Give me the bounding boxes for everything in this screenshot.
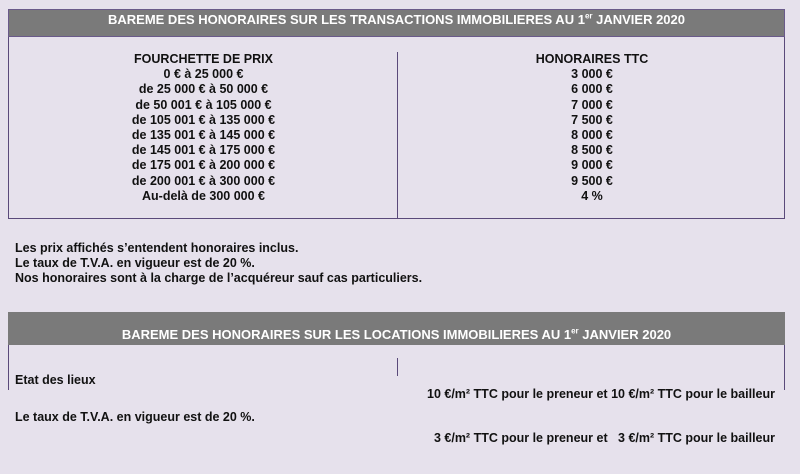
- sales-notes: [15, 241, 422, 287]
- price-range-cell: 0 € à 25 000 €: [163, 67, 244, 82]
- fee-cell: 9 000 €: [571, 158, 613, 173]
- price-range-cell: de 105 001 € à 135 000 €: [131, 112, 276, 127]
- fee-cell: 9 500 €: [571, 173, 613, 188]
- note-line: Le taux de T.V.A. en vigueur est de 20 %.: [15, 256, 255, 271]
- fee-cell: 7 500 €: [571, 112, 613, 127]
- inventory-fee-line: 10 €/m² TTC pour le preneur et 10 €/m² TTC pour le bailleur: [427, 387, 775, 401]
- price-range-cell: Au-delà de 300 000 €: [142, 188, 265, 203]
- price-range-cell: de 145 001 € à 175 000 €: [131, 143, 276, 158]
- fee-column: [398, 52, 786, 204]
- price-range-cell: de 25 000 € à 50 000 €: [138, 82, 269, 97]
- fee-cell: 3 000 €: [571, 67, 613, 82]
- inventory-label: Etat des lieux: [15, 373, 96, 387]
- fee-cell: 8 500 €: [571, 143, 613, 158]
- price-range-cell: de 175 001 € à 200 000 €: [131, 158, 276, 173]
- fee-cell: 4 %: [581, 188, 603, 203]
- note-line: Nos honoraires sont à la charge de l’acquéreur sauf cas particuliers.: [15, 271, 423, 286]
- price-range-header: FOURCHETTE DE PRIX: [134, 52, 273, 66]
- price-range-column: [9, 52, 398, 204]
- price-range-cell: de 135 001 € à 145 000 €: [131, 128, 276, 143]
- price-range-cell: de 50 001 € à 105 000 €: [135, 97, 272, 112]
- sales-fee-table: [8, 37, 785, 219]
- fee-cell: 6 000 €: [571, 82, 613, 97]
- rentals-table-title: BAREME DES HONORAIRES SUR LES LOCATIONS IMMOBILIERES AU 1er JANVIER 2020: [8, 312, 785, 345]
- note-line: Les prix affichés s’entendent honoraires inclus.: [15, 241, 299, 255]
- fee-cell: 8 000 €: [571, 128, 613, 143]
- fee-header: HONORAIRES TTC: [535, 52, 649, 66]
- fee-cell: 7 000 €: [571, 97, 613, 112]
- inventory-fees: [403, 358, 775, 474]
- price-range-cell: de 200 001 € à 300 000 €: [131, 173, 276, 188]
- sales-table-title: BAREME DES HONORAIRES SUR LES TRANSACTIONS IMMOBILIERES AU 1er JANVIER 2020: [8, 9, 785, 37]
- column-divider: [397, 358, 398, 376]
- rentals-note: Le taux de T.V.A. en vigueur est de 20 %.: [15, 410, 255, 424]
- inventory-fee-line: 3 €/m² TTC pour le preneur et 3 €/m² TTC pour le bailleur: [433, 430, 775, 445]
